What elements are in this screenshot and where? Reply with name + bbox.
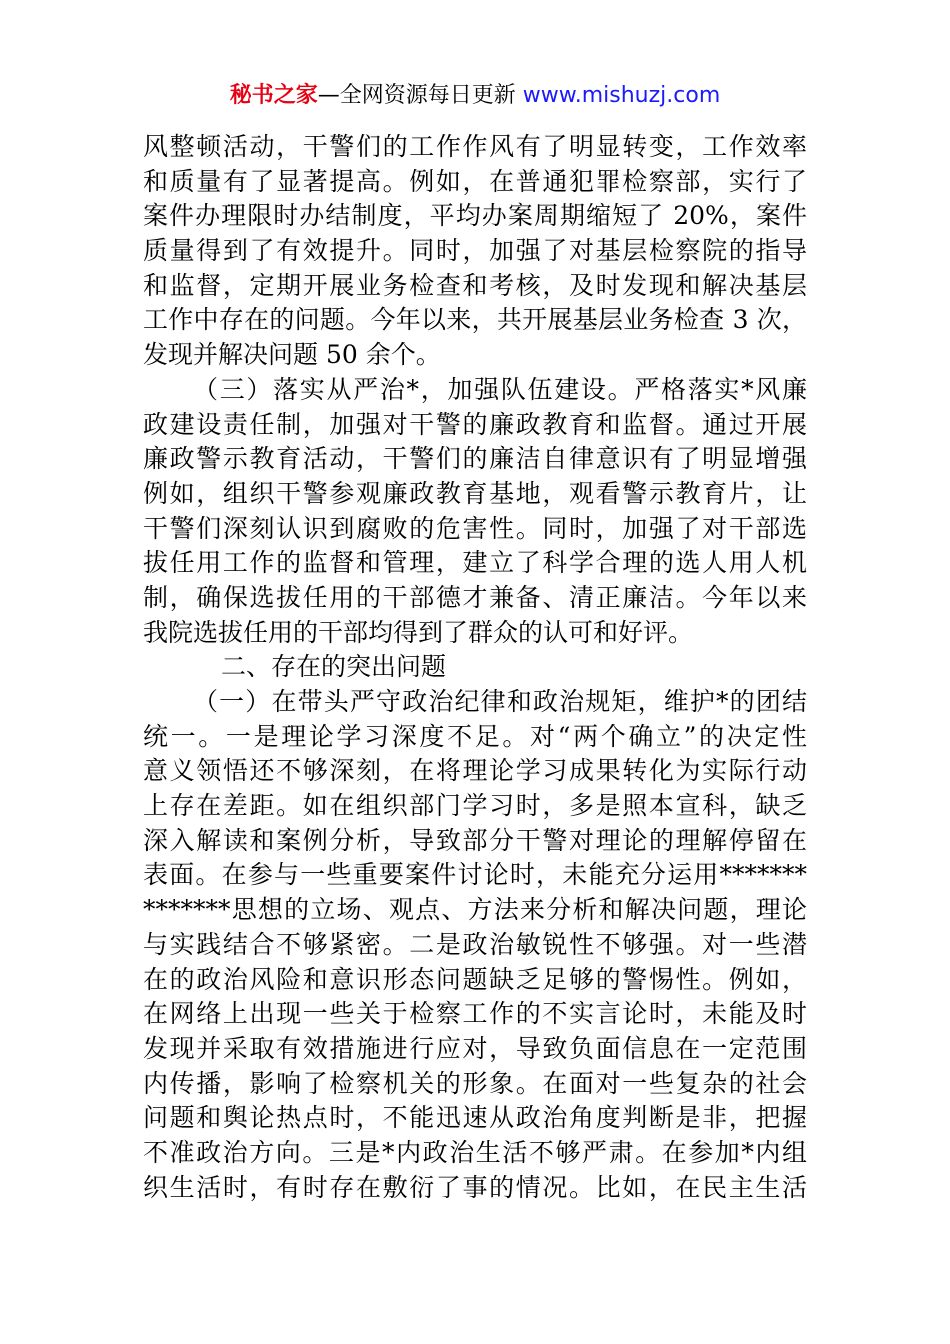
site-header: [0, 80, 950, 112]
text-line: 在网络上出现一些关于检察工作的不实言论时，未能及时: [143, 999, 807, 1029]
text-line: 廉政警示教育活动，干警们的廉洁自律意识有了明显增强: [143, 444, 807, 474]
text-line: 意义领悟还不够深刻，在将理论学习成果转化为实际行动: [143, 756, 807, 786]
text-line: 与实践结合不够紧密。二是政治敏锐性不够强。对一些潜: [143, 929, 807, 959]
site-url-link[interactable]: www.mishuzj.com: [522, 83, 721, 108]
text-line: 制，确保选拔任用的干部德才兼备、清正廉洁。今年以来: [143, 582, 807, 612]
text-line: 和监督，定期开展业务检查和考核，及时发现和解决基层: [143, 270, 807, 300]
text-line: 我院选拔任用的干部均得到了群众的认可和好评。: [143, 617, 694, 647]
text-line: 织生活时，有时存在敷衍了事的情况。比如，在民主生活: [143, 1172, 807, 1202]
text-line: 和质量有了显著提高。例如，在普通犯罪检察部，实行了: [143, 166, 807, 196]
text-line: 例如，组织干警参观廉政教育基地，观看警示教育片，让: [143, 478, 807, 508]
text-line: 内传播，影响了检察机关的形象。在面对一些复杂的社会: [143, 1068, 807, 1098]
text-line: 在的政治风险和意识形态问题缺乏足够的警惕性。例如，: [143, 964, 807, 994]
site-tagline: —全网资源每日更新: [317, 83, 516, 108]
section-three-heading-line: （三）落实从严治*，加强队伍建设。严格落实*风廉: [193, 374, 807, 404]
text-line: 表面。在参与一些重要案件讨论时，未能充分运用*******: [143, 860, 807, 890]
text-line: 深入解读和案例分析，导致部分干警对理论的理解停留在: [143, 825, 807, 855]
text-line: 问题和舆论热点时，不能迅速从政治角度判断是非，把握: [143, 1103, 807, 1133]
text-line: 上存在差距。如在组织部门学习时，多是照本宣科，缺乏: [143, 791, 807, 821]
brand-name: 秘书之家: [229, 83, 318, 108]
text-line: 风整顿活动，干警们的工作作风有了明显转变，工作效率: [143, 132, 807, 161]
text-line: 案件办理限时办结制度，平均办案周期缩短了 20%，案件: [143, 201, 807, 231]
text-line: 工作中存在的问题。今年以来，共开展基层业务检查 3 次，: [143, 305, 807, 335]
text-line: 拔任用工作的监督和管理，建立了科学合理的选人用人机: [143, 548, 807, 578]
text-line: 政建设责任制，加强对干警的廉政教育和监督。通过开展: [143, 409, 807, 439]
document-body: [143, 130, 807, 1205]
text-line: 干警们深刻认识到腐败的危害性。同时，加强了对干部选: [143, 513, 807, 543]
text-line: 发现并采取有效措施进行应对，导致负面信息在一定范围: [143, 1033, 807, 1063]
text-line: 统一。一是理论学习深度不足。对“两个确立”的决定性: [143, 721, 807, 751]
text-line: *******思想的立场、观点、方法来分析和解决问题，理论: [143, 895, 807, 925]
text-line: 发现并解决问题 50 余个。: [143, 340, 441, 370]
subsection-one-heading-line: （一）在带头严守政治纪律和政治规矩，维护*的团结: [193, 687, 807, 716]
text-line: 不准政治方向。三是*内政治生活不够严肃。在参加*内组: [143, 1137, 807, 1167]
text-line: 质量得到了有效提升。同时，加强了对基层检察院的指导: [143, 236, 807, 266]
section-heading: 二、存在的突出问题: [221, 652, 447, 682]
